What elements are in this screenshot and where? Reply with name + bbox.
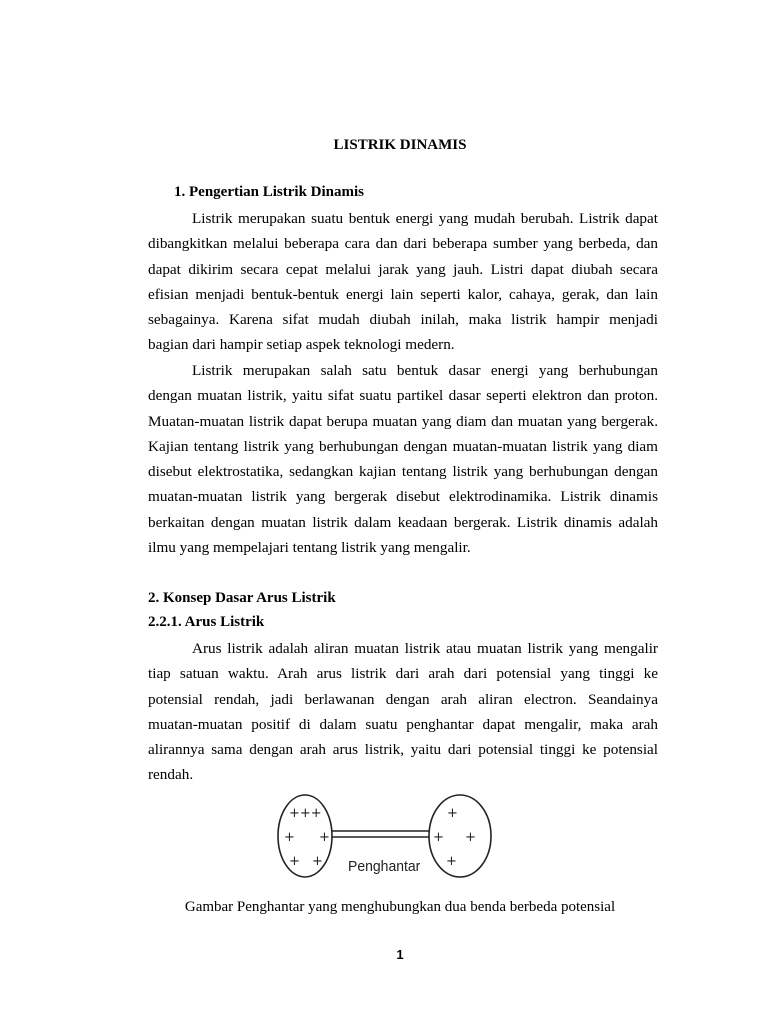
paragraph-line: Arus listrik adalah aliran muatan listrik atau muatan listrik yang mengalir [192,640,658,657]
paragraph-line: bagian dari hampir setiap aspek teknologi medern. [148,336,455,354]
left-charge: + [312,854,323,869]
section-2-heading: 2. Konsep Dasar Arus Listrik [148,590,336,606]
paragraph-line: dengan muatan listrik, yaitu sifat suatu partikel dasar seperti elektron dan proton. [148,387,658,405]
paragraph-line: potensial rendah, jadi berlawanan dengan arah aliran electron. Seandainya [148,690,658,708]
left-charge: + [289,854,300,869]
section-2-subheading: 2.2.1. Arus Listrik [148,614,265,630]
paragraph-line: berkaitan dengan muatan listrik dalam keadaan bergerak. Listrik dinamis adalah [148,513,658,531]
paragraph-line: Listrik merupakan salah satu bentuk dasar energi yang berhubungan [192,362,658,379]
paragraph-line: Listrik merupakan suatu bentuk energi yang mudah berubah. Listrik dapat [192,210,658,227]
conductor-label: Penghantar [348,858,421,875]
paragraph-line: dibangkitkan melalui beberapa cara dan dari beberapa sumber yang berbeda, dan [148,235,658,253]
right-charge: + [465,830,476,845]
paragraph-line: efisian menjadi bentuk-bentuk energi lain seperti kalor, cahaya, gerak, dan lain [148,285,658,303]
right-charge: + [433,830,444,845]
document-title: LISTRIK DINAMIS [333,137,467,153]
paragraph-line: tiap satuan waktu. Arah arus listrik dari arah dari potensial yang tinggi ke [148,665,658,683]
paragraph-line: ilmu yang mempelajari tentang listrik yang mengalir. [148,539,471,557]
paragraph-line: alirannya sama dengan arah arus listrik, yaitu dari potensial tinggi ke potensial [148,741,658,759]
left-charges-top: +++ [289,806,322,821]
paragraph-line: muatan-muatan positif di dalam suatu penghantar dapat mengalir, maka arah [148,715,658,733]
paragraph-line: rendah. [148,766,194,784]
right-charge: + [446,854,457,869]
paragraph-line: muatan-muatan listrik yang bergerak disebut elektrodinamika. Listrik dinamis [148,488,658,506]
page-number: 1 [396,947,404,962]
paragraph-line: Kajian tentang listrik yang berhubungan dengan muatan-muatan listrik yang diam [148,437,658,455]
right-charge: + [447,806,458,821]
left-charge: + [284,830,295,845]
paragraph-line: Muatan-muatan listrik dapat berupa muatan yang diam dan muatan yang bergerak. [148,412,658,430]
paragraph-line: disebut elektrostatika, sedangkan kajian tentang listrik yang berhubungan dengan [148,463,658,481]
paragraph-line: dapat dikirim secara cepat melalui jarak yang jauh. Listri dapat diubah secara [148,260,658,278]
section-1-paragraph-2 [148,358,658,560]
paragraph-line: sebagainya. Karena sifat mudah diubah inilah, maka listrik hampir menjadi [148,311,658,329]
conductor-diagram [275,791,495,881]
left-charge: + [319,830,330,845]
section-2-paragraph-1 [148,636,658,788]
section-1-paragraph-1 [148,206,658,358]
section-1-heading: 1. Pengertian Listrik Dinamis [174,184,364,200]
figure-caption: Gambar Penghantar yang menghubungkan dua benda berbeda potensial [184,899,616,915]
